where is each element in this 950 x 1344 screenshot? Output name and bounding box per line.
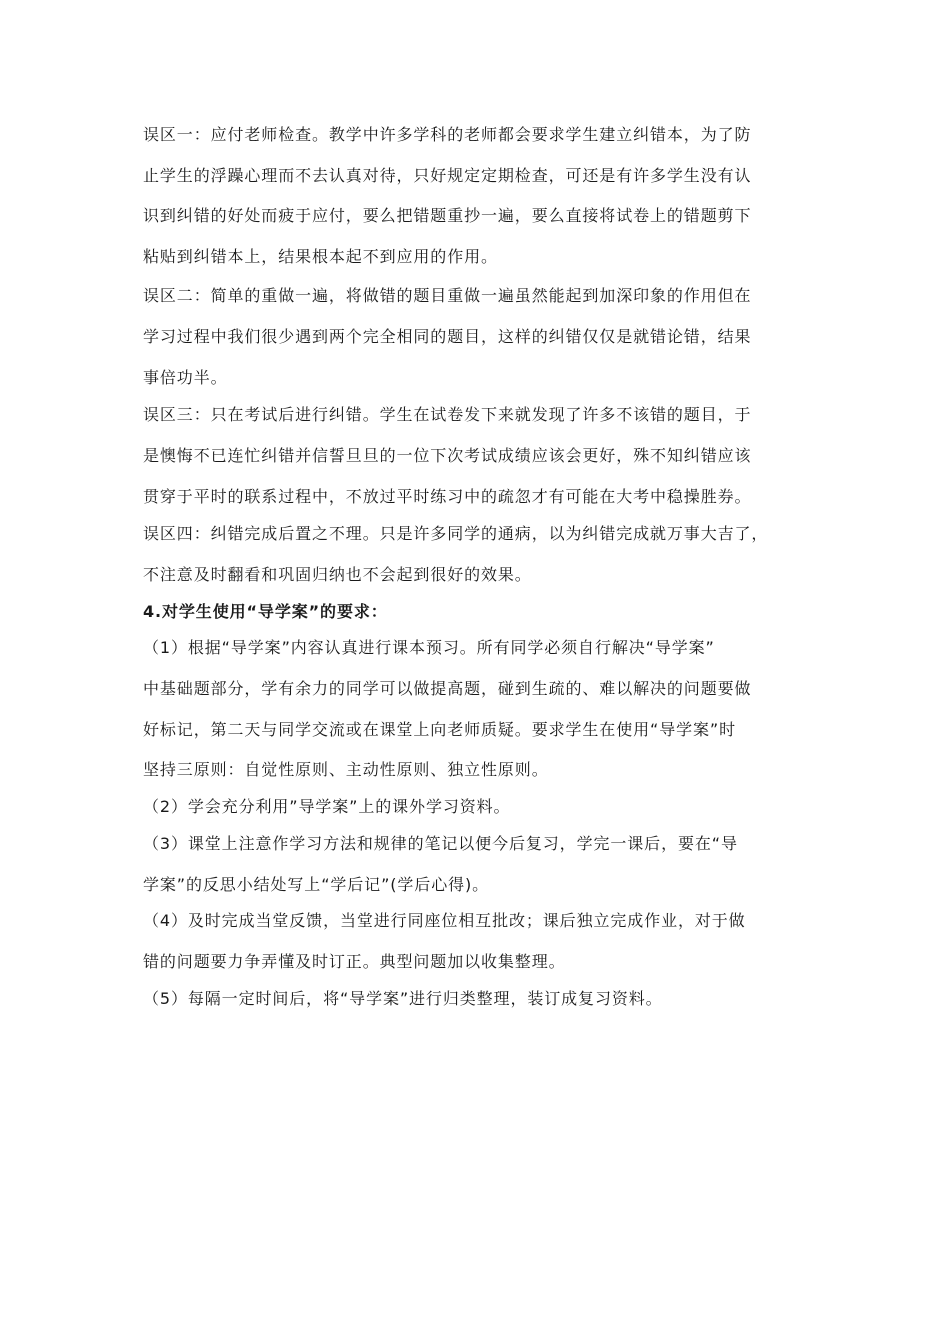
paragraph-line: （5）每隔一定时间后，将“导学案”进行归类整理，装订成复习资料。 xyxy=(143,989,663,1008)
paragraph-line: 事倍功半。 xyxy=(143,368,228,387)
paragraph-line: 误区三：只在考试后进行纠错。学生在试卷发下来就发现了许多不该错的题目，于 xyxy=(143,405,752,424)
paragraph-line: 学案”的反思小结处写上“学后记”(学后心得)。 xyxy=(143,875,490,894)
paragraph-line: 好标记，第二天与同学交流或在课堂上向老师质疑。要求学生在使用“导学案”时 xyxy=(143,720,736,739)
paragraph-line: （4）及时完成当堂反馈，当堂进行同座位相互批改；课后独立完成作业，对于做 xyxy=(143,911,746,930)
paragraph-line: 学习过程中我们很少遇到两个完全相同的题目，这样的纠错仅仅是就错论错，结果 xyxy=(143,327,752,346)
paragraph-line: 贯穿于平时的联系过程中，不放过平时练习中的疏忽才有可能在大考中稳操胜券。 xyxy=(143,487,752,506)
paragraph-line: 中基础题部分，学有余力的同学可以做提高题，碰到生疏的、难以解决的问题要做 xyxy=(143,679,752,698)
paragraph-line: （2）学会充分利用”导学案”上的课外学习资料。 xyxy=(143,797,511,816)
paragraph-line: 坚持三原则：自觉性原则、主动性原则、独立性原则。 xyxy=(143,760,549,779)
section-heading: 4.对学生使用“导学案”的要求： xyxy=(143,602,388,621)
paragraph-line: 粘贴到纠错本上，结果根本起不到应用的作用。 xyxy=(143,247,498,266)
paragraph-line: 误区四：纠错完成后置之不理。只是许多同学的通病，以为纠错完成就万事大吉了， xyxy=(143,524,769,543)
paragraph-line: 识到纠错的好处而疲于应付，要么把错题重抄一遍，要么直接将试卷上的错题剪下 xyxy=(143,206,752,225)
paragraph-line: 是懊悔不已连忙纠错并信誓旦旦的一位下次考试成绩应该会更好，殊不知纠错应该 xyxy=(143,446,752,465)
paragraph-line: 误区一：应付老师检查。教学中许多学科的老师都会要求学生建立纠错本，为了防 xyxy=(143,125,752,144)
paragraph-line: 错的问题要力争弄懂及时订正。典型问题加以收集整理。 xyxy=(143,952,566,971)
paragraph-line: 误区二：简单的重做一遍，将做错的题目重做一遍虽然能起到加深印象的作用但在 xyxy=(143,286,752,305)
paragraph-line: 不注意及时翻看和巩固归纳也不会起到很好的效果。 xyxy=(143,565,532,584)
paragraph-line: （3）课堂上注意作学习方法和规律的笔记以便今后复习，学完一课后，要在“导 xyxy=(143,834,738,853)
paragraph-line: （1）根据“导学案”内容认真进行课本预习。所有同学必须自行解决“导学案” xyxy=(143,638,715,657)
paragraph-line: 止学生的浮躁心理而不去认真对待，只好规定定期检查，可还是有许多学生没有认 xyxy=(143,166,752,185)
